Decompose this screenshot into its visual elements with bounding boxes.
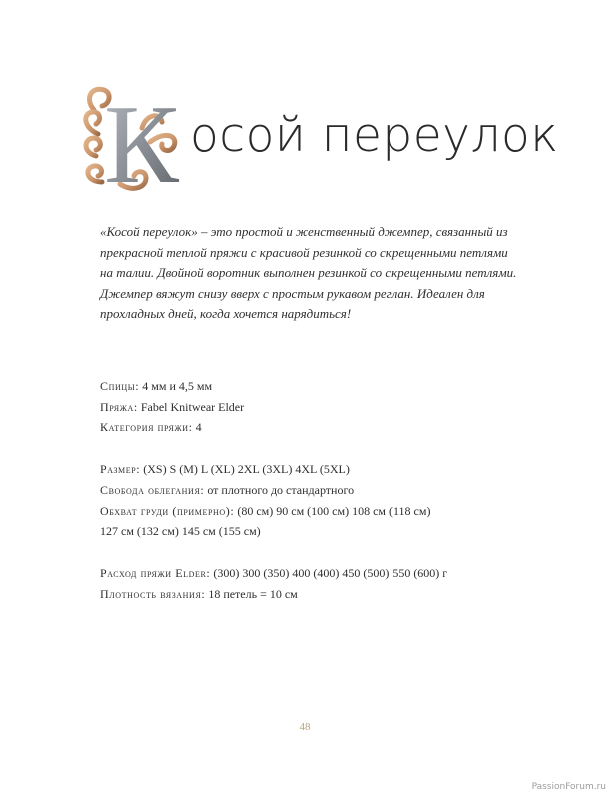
spec-size [100,459,520,480]
spec-value: Fabel Knitwear Elder [140,399,245,414]
spec-label: Размер: [100,462,141,477]
ornamental-dropcap [80,84,200,194]
spec-gauge [100,584,520,605]
watermark: PassionForum.ru [531,782,606,792]
spec-ease [100,480,520,501]
page-title [80,84,559,194]
spec-label: Пряжа: [100,399,138,414]
spec-value: от плотного до стандартного [207,482,355,497]
spec-label: Категория пряжи: [100,420,193,435]
spec-bust [100,501,520,522]
spec-bust-continued [100,521,520,542]
spec-value: 4 мм и 4,5 мм [142,379,213,393]
intro-paragraph: «Косой переулок» – это простой и женственный джемпер, связанный из прекрасной теплой пряжи с красивой резинкой со скрещенными петлями на талии. Двойной воротник выполнен резинкой со скрещенными петлями. Джемпер вяжут снизу вверх с простым рукавом реглан. Идеален для прохладных дней, когда хочется нарядиться! [100,224,517,321]
spec-yarn-category [100,417,520,438]
spec-value: (300) 300 (350) 400 (400) 450 (500) 550 (600) г [213,565,448,580]
title-text: осой переулок [190,108,559,163]
dropcap-letter: К [104,84,179,194]
specifications [100,376,520,604]
spec-yarn [100,397,520,418]
spec-label: Плотность вязания: [100,586,206,601]
spec-label: Расход пряжи Elder: [100,565,211,580]
spec-label: Спицы: [100,379,140,393]
spec-value: 127 см (132 см) 145 см (155 см) [100,524,261,539]
page-number: 48 [299,721,311,733]
spec-label: Обхват груди (примерно): [100,503,235,518]
spec-value: 18 петель = 10 см [208,586,298,601]
spacer [100,438,520,459]
spec-needles [100,376,520,397]
spec-value: (XS) S (M) L (XL) 2XL (3XL) 4XL (5XL) [143,462,350,477]
spec-value: (80 см) 90 см (100 см) 108 см (118 см) [237,503,431,518]
spec-label: Свобода облегания: [100,482,205,497]
spec-value: 4 [195,420,202,435]
spec-consumption [100,563,520,584]
spacer [100,542,520,563]
